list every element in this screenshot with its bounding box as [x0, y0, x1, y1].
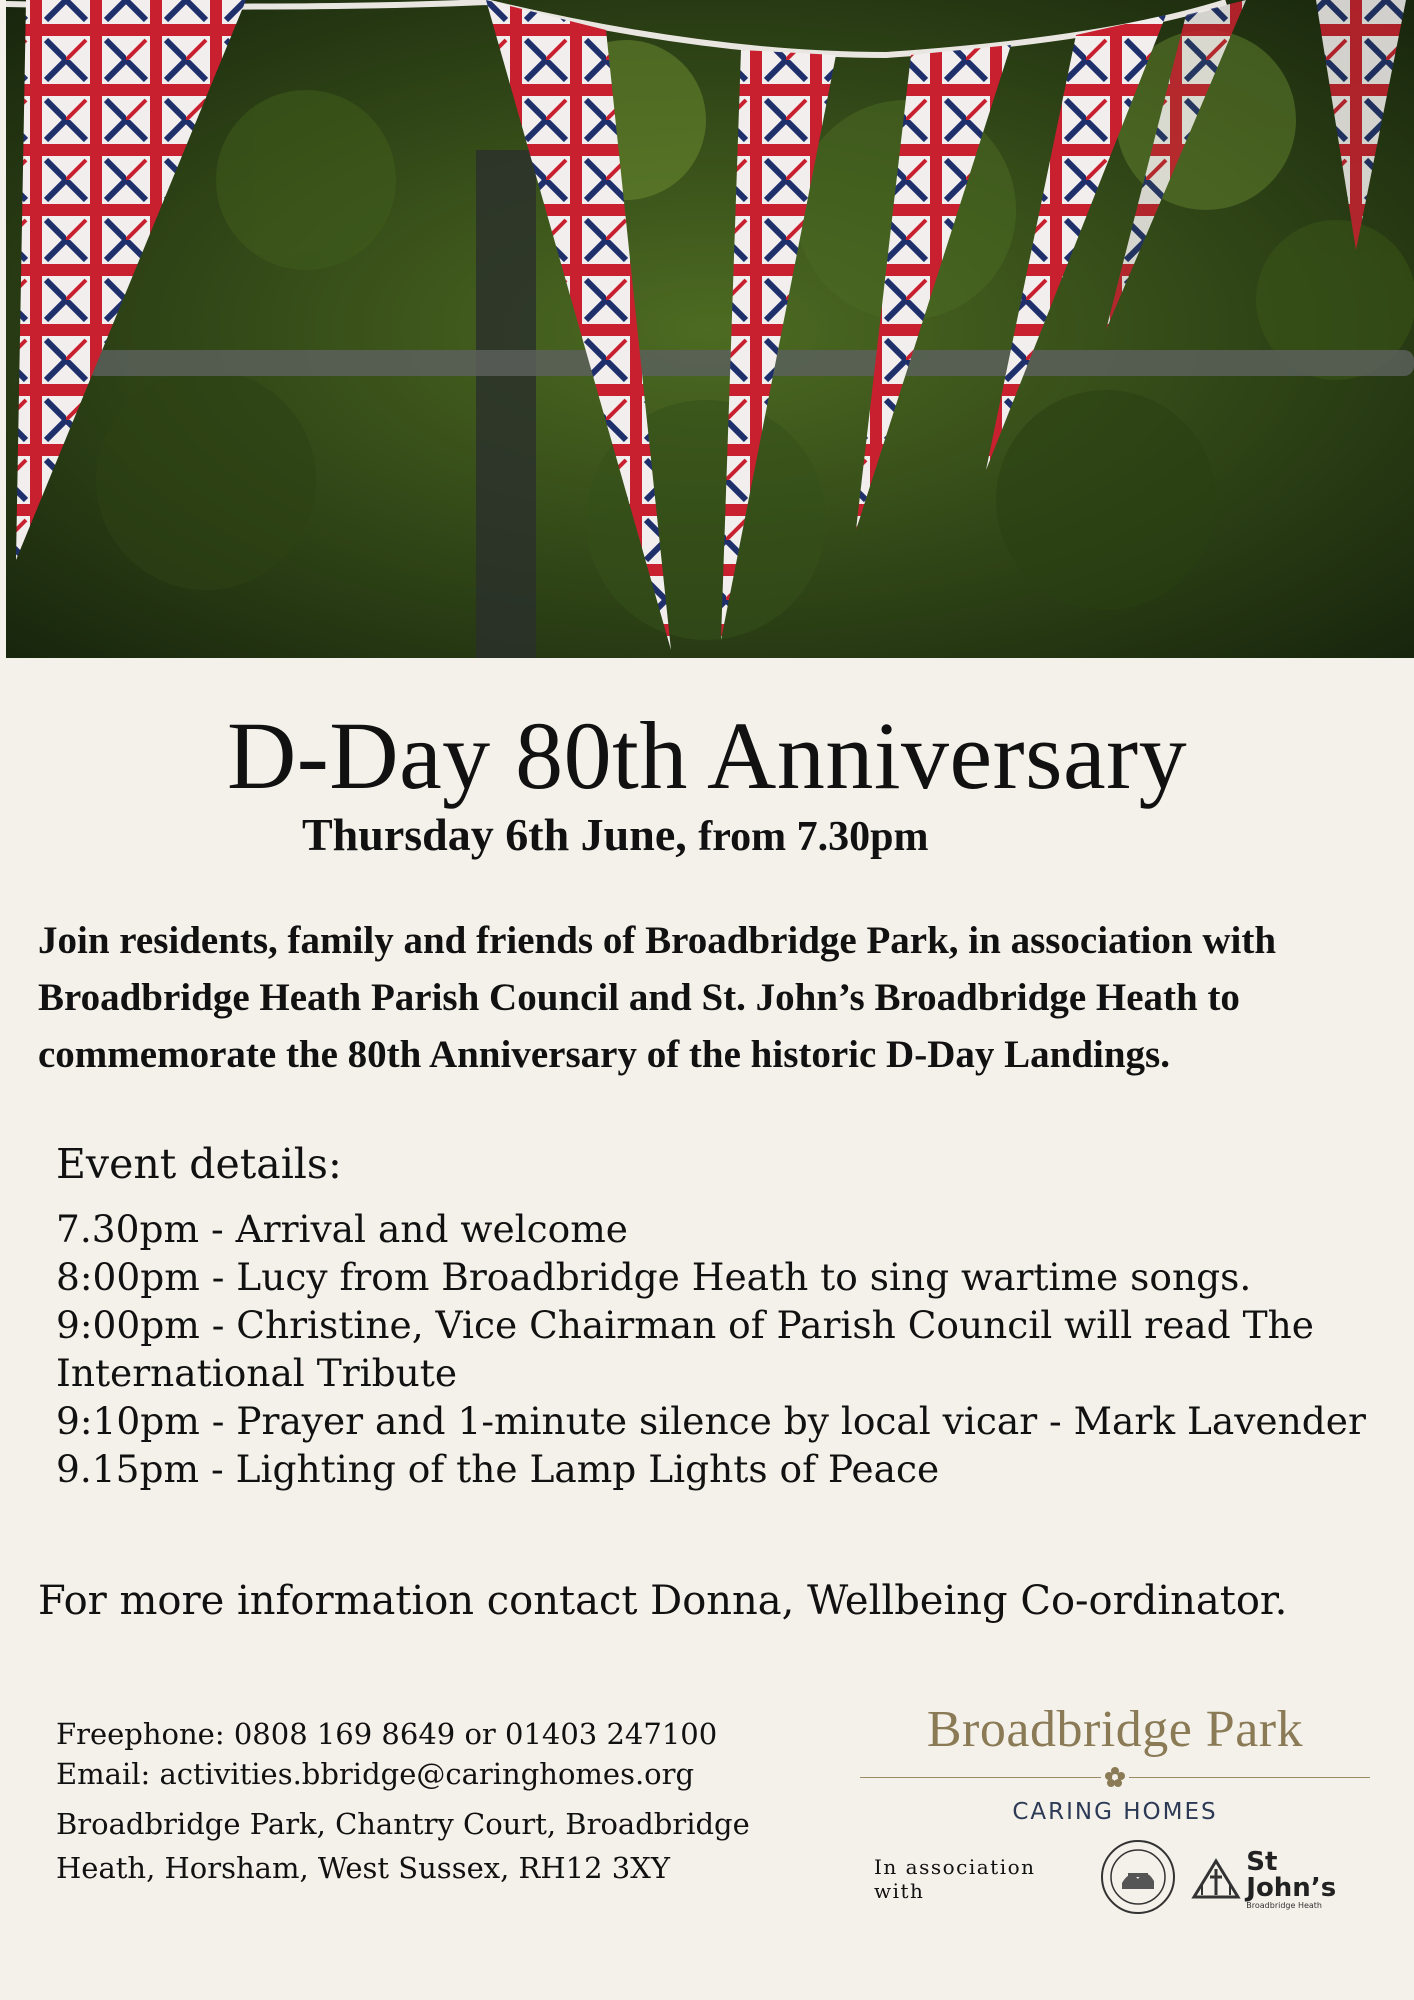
association-row [860, 1839, 1370, 1919]
schedule-item: 8:00pm - Lucy from Broadbridge Heath to sing wartime songs. [56, 1255, 1252, 1299]
contact-block [56, 1714, 776, 1890]
intro-paragraph: Join residents, family and friends of Broadbridge Park, in association with Broadbridge Heath Parish Council and St. John’s Broadbridge Heath to commemorate the 80th Anniversary of the historic D-Day Landings. [38, 919, 1277, 1076]
bunting-photo [6, 0, 1414, 658]
event-schedule [56, 1205, 1386, 1493]
schedule-item: 9.15pm - Lighting of the Lamp Lights of Peace [56, 1447, 940, 1491]
hero-bunting-image [6, 0, 1414, 658]
broadbridge-park-logo [860, 1700, 1370, 1919]
partner-name: St John’s [1246, 1846, 1337, 1903]
church-icon [1190, 1855, 1242, 1903]
contact-info-line: For more information contact Donna, Wellbeing Co-ordinator. [38, 1578, 1288, 1624]
brand-name: Broadbridge Park [926, 1701, 1304, 1758]
st-johns-logo [1190, 1846, 1370, 1910]
event-date: Thursday 6th June, [302, 809, 687, 860]
association-label: In association with [874, 1855, 1036, 1903]
schedule-item: 9:10pm - Prayer and 1-minute silence by local vicar - Mark Lavender [56, 1399, 1366, 1443]
email-text: Email: activities.bbridge@caringhomes.org [56, 1757, 695, 1791]
phone-text: Freephone: 0808 169 8649 or 01403 247100 [56, 1717, 718, 1751]
event-details-heading: Event details: [56, 1140, 342, 1188]
schedule-item: 9:00pm - Christine, Vice Chairman of Parish Council will read The International Tribute [56, 1303, 1314, 1395]
parish-council-seal-icon [1100, 1839, 1176, 1919]
event-title: D-Day 80th Anniversary [226, 702, 1188, 809]
address-text: Broadbridge Park, Chantry Court, Broadbridge Heath, Horsham, West Sussex, RH12 3XY [56, 1807, 750, 1885]
partner-place: Broadbridge Heath [1246, 1900, 1322, 1910]
brand-divider [860, 1763, 1370, 1793]
event-date-time [302, 808, 928, 861]
event-time: from 7.30pm [698, 814, 929, 860]
brand-subtitle: CARING HOMES [1012, 1799, 1218, 1825]
flower-icon [1101, 1763, 1129, 1791]
schedule-item: 7.30pm - Arrival and welcome [56, 1207, 629, 1251]
